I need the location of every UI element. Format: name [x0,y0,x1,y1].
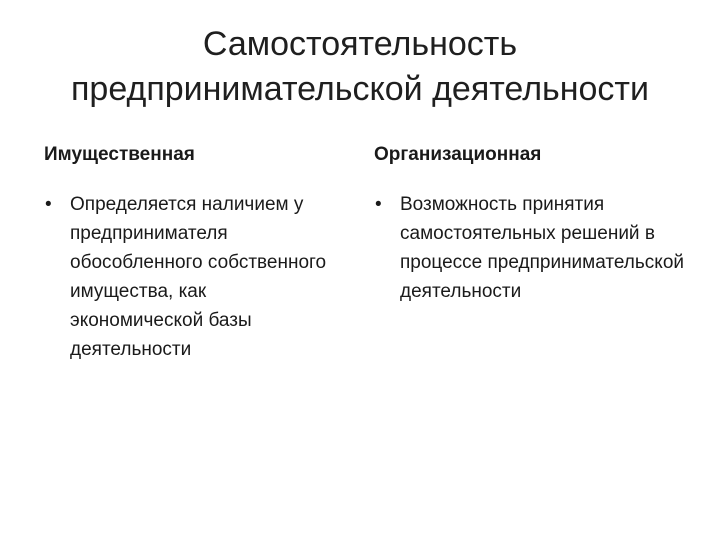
list-item [44,190,344,364]
bullet-text: Определяется наличием у предпринимателя обособленного собственного имущества, как экономической базы деятельности [70,194,327,360]
bullet-icon: • [45,194,52,215]
column-organizational [374,142,684,306]
slide-title-line-1: Самостоятельность [202,25,518,63]
column-heading-organizational: Организационная [374,144,542,165]
column-heading-property: Имущественная [44,144,195,165]
slide-title-line-2: предпринимательской деятельности [71,70,649,108]
slide-title [20,22,700,112]
bullet-list-property [44,190,344,364]
list-item [374,190,684,306]
bullet-text: Возможность принятия самостоятельных решений в процессе предпринимательской деятельности [400,194,684,302]
bullet-icon: • [375,194,382,215]
column-property [44,142,344,364]
bullet-list-organizational [374,190,684,306]
